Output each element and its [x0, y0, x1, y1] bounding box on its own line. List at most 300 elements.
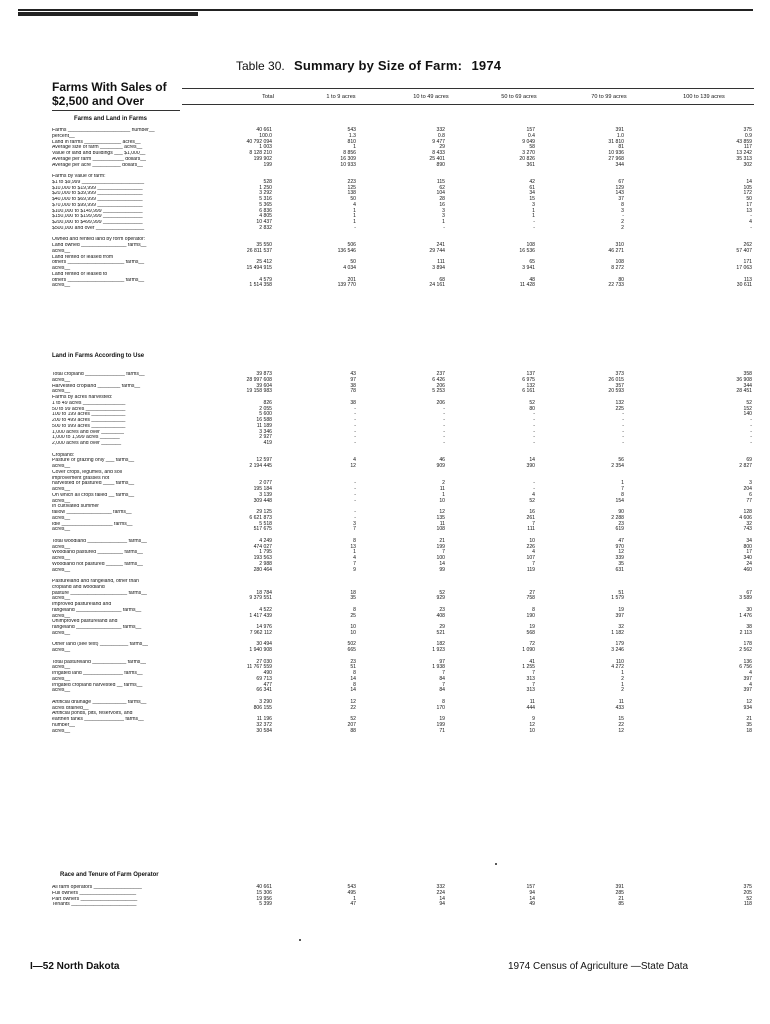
cell-value: 36 908 [736, 376, 752, 383]
cell-value: 37 [618, 196, 624, 202]
cell-value: 47 [350, 901, 356, 908]
row-label: 100 to 199 acres ____________ [52, 412, 126, 418]
column-header-top-rule [182, 88, 754, 89]
scan-speck [299, 939, 301, 941]
cell-value: 205 [743, 889, 752, 896]
cell-value: 17 063 [736, 265, 752, 271]
cell-value: 17 [746, 549, 752, 556]
table-row [52, 729, 757, 735]
row-label: acres__ [52, 728, 71, 734]
cell-value: - [533, 224, 535, 231]
cell-value: 375 [743, 127, 752, 133]
cell-value: 3 589 [739, 595, 752, 602]
row-label: $10,000 to $19,999 ________________ [52, 185, 143, 191]
cell-value: 4 [353, 457, 356, 464]
cell-value: - [354, 405, 356, 412]
cell-value: 19 [618, 606, 624, 613]
cell-value: 12 [746, 698, 752, 705]
cell-value: 32 [746, 520, 752, 527]
cell-value: 339 [615, 555, 624, 561]
row-label: acres__ [52, 487, 71, 492]
cell-value: 30 494 [256, 641, 272, 648]
row-label: acres__ [52, 266, 71, 271]
cell-value: 11 767 559 [246, 664, 272, 671]
column-header-100-139: 100 to 139 acres [683, 94, 725, 100]
cell-value: 35 550 [256, 242, 272, 248]
cell-value: 12 597 [256, 457, 272, 464]
cell-value: 105 [743, 184, 752, 191]
cell-value: 21 [439, 537, 445, 544]
cell-value: 170 [436, 704, 445, 711]
row-label: Irrigated land ______________ farms__ [52, 671, 143, 676]
cell-value: 6 756 [739, 664, 752, 671]
cell-value: 310 [615, 242, 624, 248]
cell-value: - [443, 440, 445, 446]
cell-value: 18 [350, 589, 356, 596]
cell-value: 1 [353, 207, 356, 214]
cell-value: 1 182 [611, 629, 624, 636]
cell-value: 136 [743, 658, 752, 665]
cell-value: - [533, 219, 535, 225]
cell-value: 26 015 [608, 376, 624, 383]
row-label: acres drained__ [52, 705, 89, 711]
cell-value: 34 [529, 190, 535, 197]
cell-value: 199 [263, 161, 272, 168]
cell-value: 90 [618, 509, 624, 515]
cell-value: 118 [743, 901, 752, 908]
cell-value: 10 [350, 629, 356, 636]
cell-value: 10 437 [256, 219, 272, 225]
cell-value: 129 [615, 184, 624, 191]
side-heading-line1: Farms With Sales of [52, 80, 167, 94]
cell-value: 9 477 [432, 138, 445, 145]
cell-value: 27 [529, 589, 535, 596]
cell-value: 20 826 [519, 155, 535, 162]
row-label: pasture ____________________ farms__ [52, 590, 147, 596]
cell-value: 7 962 112 [249, 629, 272, 636]
cell-value: 8 [353, 537, 356, 544]
cell-value: 4 [532, 549, 535, 556]
row-label: acres__ [52, 283, 71, 289]
row-label: $150,000 to $199,999 ______________ [52, 214, 143, 220]
cell-value: 8 856 [343, 150, 356, 156]
cell-value: 4 [749, 670, 752, 676]
cell-value: 27 030 [256, 658, 272, 665]
cell-value: - [750, 213, 752, 220]
cell-value: 225 [615, 405, 624, 412]
cell-value: 14 [529, 895, 535, 902]
row-label: acres__ [52, 544, 71, 550]
cell-value: 241 [436, 242, 445, 248]
cell-value: - [443, 434, 445, 441]
cell-value: 5 316 [259, 196, 272, 202]
cell-value: 309 448 [253, 497, 272, 504]
cell-value: 16 [529, 509, 535, 515]
row-label: acres__ [52, 676, 71, 682]
row-label: Land owned ________________ farms__ [52, 243, 147, 248]
cell-value: 199 [436, 543, 445, 550]
cell-value: 490 [263, 670, 272, 676]
cell-value: - [750, 434, 752, 441]
row-label: Irrigated cropland harvested __ farms__ [52, 682, 143, 688]
cell-value: - [354, 514, 356, 521]
cell-value: 0.4 [527, 132, 535, 139]
cell-value: 619 [615, 526, 624, 533]
cell-value: 7 [353, 560, 356, 567]
row-label: In cultivated summer [52, 504, 99, 510]
cell-value: 119 [526, 566, 535, 573]
table-body-land [52, 128, 757, 289]
cell-value: 13 242 [736, 150, 752, 156]
row-label: 1,000 to 1,999 acres _______ [52, 435, 120, 441]
column-header-bottom-rule [182, 104, 754, 105]
column-header-50-69: 50 to 69 acres [501, 94, 537, 100]
cell-value: 206 [436, 399, 445, 406]
cell-value: 3 [442, 207, 445, 214]
cell-value: 15 [529, 196, 535, 202]
cell-value: - [354, 491, 356, 498]
cell-value: 8 [353, 681, 356, 688]
cell-value: 332 [436, 884, 445, 890]
row-label: 50 to 99 acres ______________ [52, 406, 126, 412]
cell-value: - [533, 428, 535, 435]
cell-value: 495 [347, 889, 356, 896]
table-year: 1974 [471, 58, 502, 73]
cell-value: 80 [529, 405, 535, 412]
cell-value: 81 [618, 144, 624, 151]
cell-value: 29 744 [429, 247, 445, 254]
cell-value: 72 [529, 641, 535, 648]
row-label: percent__ [52, 133, 75, 139]
cell-value: 7 [532, 670, 535, 676]
cell-value: 9 [532, 716, 535, 722]
cell-value: 934 [743, 704, 752, 711]
cell-value: 201 [347, 276, 356, 283]
cell-value: 5 253 [432, 388, 445, 395]
row-label: Pastureland and rangeland, other than [52, 579, 139, 584]
cell-value: 111 [527, 526, 535, 533]
cell-value: 193 563 [253, 555, 272, 561]
row-label: acres__ [52, 688, 71, 694]
cell-value: 10 [439, 497, 445, 504]
cell-value: 58 [529, 144, 535, 151]
cell-value: - [622, 428, 624, 435]
cell-value: 84 [439, 675, 445, 682]
side-heading [52, 80, 167, 108]
row-label: Other land (see text) __________ farms__ [52, 642, 148, 648]
cell-value: 758 [526, 595, 535, 602]
cell-value: 15 306 [256, 889, 272, 896]
row-label: Value of land and buildings ___ $1,000__ [52, 151, 146, 156]
cell-value: 28 451 [736, 388, 752, 395]
section-heading-race: Race and Tenure of Farm Operator [60, 872, 159, 878]
table-row [52, 283, 757, 289]
row-label: Improved pastureland and [52, 602, 112, 607]
cell-value: 1 003 [259, 144, 272, 151]
cell-value: 24 [746, 560, 752, 567]
cell-value: 2 077 [259, 480, 272, 487]
cell-value: 226 [526, 543, 535, 550]
cell-value: - [750, 224, 752, 231]
cell-value: 23 [350, 658, 356, 665]
cell-value: - [622, 422, 624, 429]
cell-value: 178 [743, 641, 752, 648]
row-label: improvement grasses not [52, 475, 110, 481]
cell-value: 94 [439, 901, 445, 908]
cell-value: 3 246 [611, 647, 624, 653]
cell-value: 1 [353, 895, 356, 902]
cell-value: 12 [439, 509, 445, 515]
cell-value: - [443, 405, 445, 412]
cell-value: 1 938 [432, 664, 445, 671]
cell-value: 107 [526, 555, 535, 561]
row-label: Tenants _______________________ [52, 902, 137, 908]
cell-value: 19 956 [256, 895, 272, 902]
cell-value: 14 [439, 895, 445, 902]
row-label: cropland and woodland [52, 584, 105, 590]
row-label: number__ [52, 722, 75, 728]
cell-value: 10 [529, 727, 535, 734]
cell-value: 743 [743, 526, 752, 533]
cell-value: 16 [439, 201, 445, 208]
cell-value: 1 090 [522, 647, 535, 653]
row-label: Total pastureland ____________ farms__ [52, 659, 147, 665]
cell-value: 12 [618, 727, 624, 734]
cell-value: 65 [529, 259, 535, 266]
cell-value: 3 [621, 207, 624, 214]
cell-value: 43 [350, 371, 356, 377]
cell-value: 2 [621, 675, 624, 682]
cell-value: 568 [526, 629, 535, 636]
cell-value: 195 184 [253, 486, 272, 492]
cell-value: 2 194 445 [249, 463, 272, 469]
cell-value: 104 [436, 190, 445, 197]
cell-value: 111 [437, 259, 445, 266]
cell-value: 7 [442, 549, 445, 556]
cell-value: 3 346 [259, 428, 272, 435]
cell-value: 56 [618, 457, 624, 464]
cell-value: 61 [529, 184, 535, 191]
cell-value: 3 139 [259, 491, 272, 498]
cell-value: - [354, 497, 356, 504]
cell-value: - [443, 428, 445, 435]
row-label: $40,000 to $69,999 ________________ [52, 197, 143, 202]
row-label: Land rented or leased to [52, 271, 108, 277]
table-body-race [52, 885, 757, 908]
cell-value: - [750, 440, 752, 446]
cell-value: 6 975 [522, 376, 535, 383]
cell-value: 38 [350, 382, 356, 389]
cell-value: 12 [529, 721, 535, 728]
cell-value: 1 [532, 213, 535, 220]
cell-value: 810 [347, 138, 356, 145]
row-label: All farm operators _________________ [52, 885, 142, 890]
cell-value: 68 [439, 276, 445, 283]
cell-value: 6 161 [522, 388, 535, 395]
cell-value: 50 [350, 259, 356, 266]
cell-value: 3 292 [259, 190, 272, 197]
cell-value: 30 [746, 606, 752, 613]
cell-value: 23 [618, 520, 624, 527]
cell-value: 6 836 [259, 207, 272, 214]
cell-value: 1 514 358 [249, 282, 272, 289]
cell-value: 397 [743, 675, 752, 682]
row-label: $500,000 and over _________________ [52, 225, 145, 231]
cell-value: 113 [743, 276, 752, 283]
cell-value: 117 [743, 144, 752, 151]
cell-value: 38 [350, 399, 356, 406]
cell-value: - [354, 422, 356, 429]
cell-value: 9 049 [522, 138, 535, 145]
cell-value: 88 [350, 727, 356, 734]
cell-value: 502 [347, 641, 356, 648]
cell-value: 391 [615, 127, 624, 133]
cell-value: 152 [743, 405, 752, 412]
cell-value: 302 [743, 161, 752, 168]
cell-value: 182 [436, 641, 445, 648]
cell-value: 5 365 [259, 201, 272, 208]
cell-value: 2 [621, 687, 624, 694]
cell-value: 1 923 [432, 647, 445, 653]
row-label: 1 to 49 acres _______________ [52, 400, 126, 406]
cell-value: 52 [529, 399, 535, 406]
cell-value: 444 [526, 704, 535, 711]
cell-value: - [354, 486, 356, 492]
cell-value: 4 249 [259, 537, 272, 544]
row-label: $1 to $9,999 ______________________ [52, 179, 145, 185]
cell-value: 11 [439, 486, 445, 492]
row-label: Harvested cropland ________ farms__ [52, 383, 141, 389]
cell-value: - [750, 417, 752, 423]
cell-value: 135 [436, 514, 445, 521]
cell-value: 9 [353, 566, 356, 573]
cell-value: 7 [442, 670, 445, 676]
cell-value: 6 [749, 491, 752, 498]
cell-value: 39 873 [256, 371, 272, 377]
cell-value: 85 [618, 901, 624, 908]
cell-value: 190 [526, 612, 535, 619]
cell-value: 8 [621, 491, 624, 498]
row-label: On which all crops failed __ farms__ [52, 492, 135, 498]
cell-value: 34 [746, 537, 752, 544]
cell-value: 171 [743, 259, 752, 266]
row-label: acres__ [52, 596, 71, 602]
row-label: rangeland ________________ farms__ [52, 625, 142, 630]
cell-value: 18 784 [256, 589, 272, 596]
row-label: Pasture or grazing only ___ farms__ [52, 458, 135, 464]
cell-value: 1 [621, 480, 624, 487]
cell-value: 41 [529, 658, 535, 665]
cell-value: 285 [615, 889, 624, 896]
row-label: acres__ [52, 556, 71, 561]
cell-value: 4 [749, 681, 752, 688]
cell-value: 631 [615, 566, 624, 573]
cell-value: 7 [621, 486, 624, 492]
cell-value: 27 968 [608, 155, 624, 162]
cell-value: 66 341 [256, 687, 272, 694]
cell-value: 46 271 [608, 247, 624, 254]
row-label: Farms by acres harvested: [52, 395, 113, 400]
cell-value: 35 313 [736, 155, 752, 162]
cell-value: 8 433 [432, 150, 445, 156]
cell-value: 40 792 094 [246, 138, 272, 145]
cell-value: 1 [442, 491, 445, 498]
cell-value: 9 379 551 [249, 595, 272, 602]
cell-value: 460 [743, 566, 752, 573]
cell-value: 7 [442, 681, 445, 688]
column-header-total: Total [262, 94, 274, 100]
cell-value: 5 600 [259, 411, 272, 418]
cell-value: 1 250 [259, 184, 272, 191]
cell-value: 4 [749, 219, 752, 225]
cell-value: 8 [621, 201, 624, 208]
cell-value: 14 [746, 178, 752, 185]
cell-value: 46 [439, 457, 445, 464]
column-header-70-99: 70 to 99 acres [591, 94, 627, 100]
scan-speck [495, 863, 497, 865]
cell-value: 26 811 537 [246, 247, 272, 254]
cell-value: 390 [526, 463, 535, 469]
cell-value: 138 [347, 190, 356, 197]
cell-value: 397 [743, 687, 752, 694]
cell-value: - [354, 434, 356, 441]
cell-value: 344 [743, 382, 752, 389]
cell-value: 1 [353, 549, 356, 556]
cell-value: 108 [526, 242, 535, 248]
cell-value: 2 113 [739, 629, 752, 636]
row-label: Idle __________________ farms__ [52, 521, 133, 527]
cell-value: 67 [746, 589, 752, 596]
cell-value: 4 [353, 201, 356, 208]
cell-value: 1 795 [259, 549, 272, 556]
side-heading-line2: $2,500 and Over [52, 94, 145, 108]
cell-value: 52 [529, 497, 535, 504]
row-label: 500 to 999 acres ____________ [52, 423, 126, 429]
cell-value: - [750, 428, 752, 435]
cell-value: 128 [743, 509, 752, 515]
cell-value: 199 [436, 721, 445, 728]
row-label: Artificial ponds, pits, reservoirs, and [52, 711, 133, 717]
cell-value: 108 [615, 259, 624, 266]
cell-value: 20 593 [608, 388, 624, 395]
footer-page-label: I—52 North Dakota [30, 961, 120, 972]
cell-value: 17 [746, 201, 752, 208]
cell-value: 22 [350, 704, 356, 711]
cell-value: 280 464 [253, 566, 272, 573]
cell-value: 100 [436, 555, 445, 561]
cell-value: 52 [439, 589, 445, 596]
cell-value: - [622, 213, 624, 220]
cell-value: 8 128 210 [249, 150, 272, 156]
cell-value: 139 770 [337, 282, 356, 289]
cell-value: 5 399 [259, 901, 272, 908]
cell-value: 2 927 [259, 434, 272, 441]
cell-value: 8 272 [611, 265, 624, 271]
cell-value: 7 [353, 526, 356, 533]
cell-value: 29 [439, 144, 445, 151]
cell-value: - [622, 434, 624, 441]
cell-value: 69 [746, 457, 752, 464]
cell-value: 57 407 [736, 247, 752, 254]
cell-value: 2 832 [259, 224, 272, 231]
cell-value: 261 [526, 514, 535, 521]
cell-value: 4 606 [739, 514, 752, 521]
cell-value: 806 155 [253, 704, 272, 711]
cell-value: - [533, 480, 535, 487]
cell-value: - [443, 422, 445, 429]
cell-value: 97 [350, 376, 356, 383]
cell-value: 3 894 [432, 265, 445, 271]
